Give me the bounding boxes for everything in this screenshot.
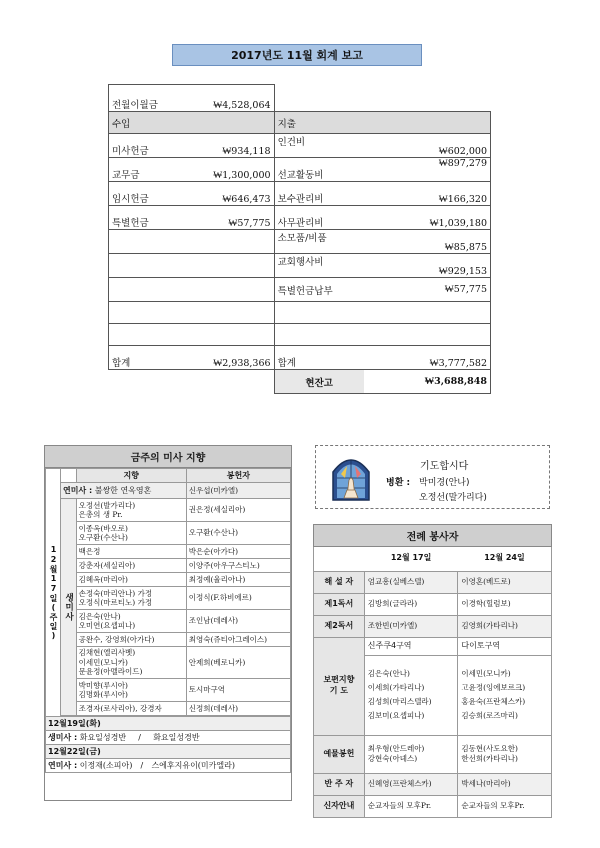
server-name: 엄교흥(실베스텔) — [364, 571, 458, 593]
mass-offerer: 박은순(아가다) — [186, 545, 290, 559]
mass-intention: 손정숙(마리안나) 가정 오정식(마르티노) 가정 — [76, 587, 186, 610]
mass-intention: 공완수, 강영희(아가다) — [76, 633, 186, 647]
prayer-box — [315, 445, 550, 509]
offertory-names-24: 김동현(사도요한) 한선희(카타리나) — [458, 735, 552, 773]
friday-intention: 이정재(소피아) — [79, 760, 133, 770]
role-usher: 신자안내 — [314, 795, 365, 817]
saengmisa-label: 생미사 — [61, 499, 77, 716]
server-name: 김방희(글라라) — [364, 593, 458, 615]
server-row — [314, 571, 552, 593]
sick-name: 박미경(안나) — [419, 478, 470, 488]
servers-table — [313, 547, 552, 818]
mass-intention: 김채현(엘리사벳) 이세민(모니카) 문윤정(아멜라이드) — [76, 647, 186, 679]
income-amount: ₩934,118 — [196, 134, 274, 158]
servers-title: 전례 봉사자 — [313, 524, 552, 547]
finance-row — [109, 134, 491, 158]
group-shinjuku: 신주쿠4구역 — [364, 637, 458, 655]
expense-amount: ₩57,775 — [364, 278, 491, 302]
role-organist: 반 주 자 — [314, 773, 365, 795]
finance-row — [109, 230, 491, 254]
income-amount: ₩1,300,000 — [196, 158, 274, 182]
expense-header: 지출 — [274, 112, 490, 134]
yeonmisa-label: 연미사 : — [63, 485, 93, 495]
expense-total: ₩3,777,582 — [364, 346, 491, 370]
mass-intentions-box — [44, 445, 292, 801]
prayers-names-24: 이세민(모니카) 고윤정(잉에보르크) 홍윤숙(프란체스카) 김승희(로즈마리) — [458, 655, 552, 735]
usher-24: 순교자들의 모후Pr. — [458, 795, 552, 817]
yeonmisa-intention: 불쌍한 연옥영혼 — [94, 485, 152, 495]
balance-amount: ₩3,688,848 — [364, 370, 491, 394]
expense-total-label: 합계 — [274, 346, 364, 370]
tuesday-intention: 화요일성경반 — [79, 732, 127, 742]
organist-24: 박세나(마리아) — [458, 773, 552, 795]
tuesday-offerer: 화요일성경반 — [153, 732, 200, 742]
mass-intention: 조경자(로사리아), 강경자 — [76, 702, 186, 716]
tuesday-separator: / — [138, 732, 141, 742]
date-sunday-24: 12월 24일 — [458, 547, 552, 571]
expense-label: 선교활동비 — [274, 158, 364, 182]
mass-offerer: 안제희(베로니카) — [186, 647, 290, 679]
expense-label: 사무관리비 — [274, 206, 364, 230]
prayer-title: 기도합시다 — [420, 461, 469, 472]
yeonmisa-row — [61, 483, 187, 499]
mass-intention: 백은정 — [76, 545, 186, 559]
expense-label: 교회행사비 — [274, 254, 364, 278]
carryover-label: 전월이월금 — [109, 85, 197, 112]
finance-row — [109, 254, 491, 278]
role-first-reading: 제1독서 — [314, 593, 365, 615]
mass-offerer: 이정식(F.하비에르) — [186, 587, 290, 610]
finance-row — [109, 278, 491, 302]
sick-label: 병환 : — [386, 478, 411, 488]
usher-17: 순교자들의 모후Pr. — [364, 795, 458, 817]
expense-amount: ₩897,279 — [364, 158, 491, 182]
income-label: 특별헌금 — [109, 206, 197, 230]
income-amount: ₩646,473 — [196, 182, 274, 206]
role-prayers-of-faithful: 보편지향 기 도 — [314, 637, 365, 735]
server-row — [314, 593, 552, 615]
mass-title: 금주의 미사 지향 — [45, 446, 291, 468]
col-intention: 지향 — [76, 469, 186, 483]
mass-intention: 김혜옥(마리아) — [76, 573, 186, 587]
group-taito: 다이토구역 — [458, 637, 552, 655]
balance-label: 현잔고 — [274, 370, 364, 394]
mass-intention: 오정선(발가리다) 은총의 생 Pr. — [76, 499, 186, 522]
report-title: 2017년도 11월 회계 보고 — [172, 44, 422, 66]
mass-offerer: 오구환(수산나) — [186, 522, 290, 545]
expense-amount: ₩166,320 — [364, 182, 491, 206]
organist-17: 신혜영(프란체스카) — [364, 773, 458, 795]
finance-table — [108, 84, 491, 394]
prayers-names-17: 김은숙(안나) 이세희(가타리나) 김성희(마리스텔라) 김보미(요셉피나) — [364, 655, 458, 735]
expense-label: 보수관리비 — [274, 182, 364, 206]
mass-offerer: 조인남(데레사) — [186, 610, 290, 633]
mass-offerer: 신정희(데레사) — [186, 702, 290, 716]
expense-label: 특별헌금납부 — [274, 278, 364, 302]
mass-intention: 강춘자(세실리아) — [76, 559, 186, 573]
mass-offerer: 권은정(세실리아) — [186, 499, 290, 522]
server-name: 이영혼(베드로) — [458, 571, 552, 593]
server-name: 조한빈(미카엘) — [364, 615, 458, 637]
friday-offerer: 스에후지유이(미카엘라) — [151, 760, 235, 770]
stained-glass-praying-hands-icon — [329, 454, 373, 502]
income-label: 임시헌금 — [109, 182, 197, 206]
expense-label: 인건비 — [274, 134, 364, 158]
mass-table — [45, 468, 291, 773]
mass-offerer: 최정예(율리아나) — [186, 573, 290, 587]
friday-separator: / — [140, 760, 144, 770]
income-label: 미사헌금 — [109, 134, 197, 158]
date-sunday-17: 12월 17일 — [390, 553, 432, 563]
finance-row — [109, 182, 491, 206]
tuesday-row — [46, 731, 291, 745]
finance-row — [109, 206, 491, 230]
income-total-label: 합계 — [109, 346, 197, 370]
tuesday-label: 생미사 : — [48, 732, 78, 742]
mass-offerer: 최영숙(쥬티아그레이스) — [186, 633, 290, 647]
mass-intention: 박미향(루시아) 김명화(루시아) — [76, 679, 186, 702]
sick-name: 오정선(말가리다) — [419, 493, 487, 503]
friday-row — [46, 759, 291, 773]
income-label: 교무금 — [109, 158, 197, 182]
role-second-reading: 제2독서 — [314, 615, 365, 637]
server-name: 이경학(힐럼보) — [458, 593, 552, 615]
server-name: 김영희(가타리나) — [458, 615, 552, 637]
income-amount: ₩57,775 — [196, 206, 274, 230]
col-offerer: 봉헌자 — [186, 469, 290, 483]
mass-offerer: 토시마구역 — [186, 679, 290, 702]
income-total: ₩2,938,366 — [196, 346, 274, 370]
totals-row — [109, 346, 491, 370]
friday-label: 연미사 : — [48, 760, 78, 770]
income-header: 수입 — [109, 112, 275, 134]
friday-date: 12월22일(금) — [46, 745, 291, 759]
role-commentator: 해 설 자 — [314, 571, 365, 593]
mass-date-sunday: 12월17일(주일) — [46, 469, 61, 717]
offertory-names-17: 최우형(안드레아) 강현숙(아녜스) — [364, 735, 458, 773]
expense-amount: ₩602,000 — [364, 134, 491, 158]
server-row — [314, 615, 552, 637]
yeonmisa-offerer: 신우섭(미카엘) — [186, 483, 290, 499]
mass-intention: 이종옥(바오로) 오구환(수산나) — [76, 522, 186, 545]
role-offertory: 예물봉헌 — [314, 735, 365, 773]
mass-intention: 김은숙(안나) 오미연(요셉피나) — [76, 610, 186, 633]
expense-amount: ₩1,039,180 — [364, 206, 491, 230]
finance-row — [109, 158, 491, 182]
carryover-amount: ₩4,528,064 — [196, 85, 274, 112]
tuesday-date: 12월19일(화) — [46, 717, 291, 731]
expense-label: 소모품/비품 — [274, 230, 364, 254]
expense-amount: ₩929,153 — [364, 254, 491, 278]
mass-offerer: 이양주(아우구스티노) — [186, 559, 290, 573]
expense-amount: ₩85,875 — [364, 230, 491, 254]
